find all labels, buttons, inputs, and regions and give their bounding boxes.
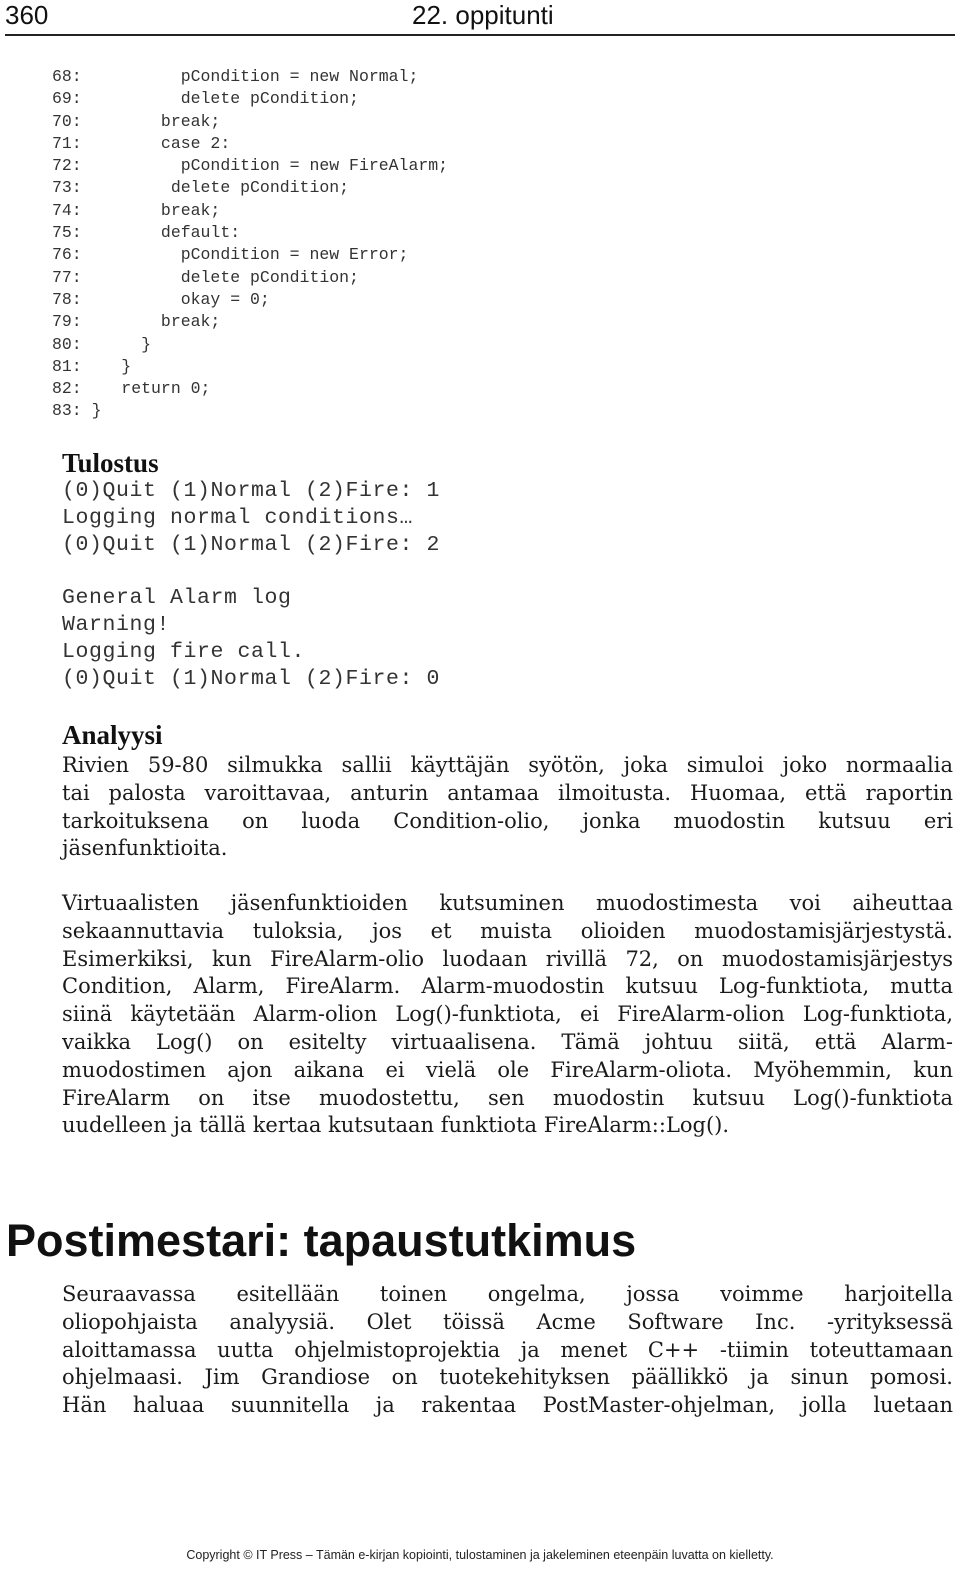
paragraph-line: tai palosta varoittavaa, anturin antamaa ilmoitusta. Huomaa, että raportin (62, 780, 953, 805)
paragraph-line: uudelleen ja tällä kertaa kutsutaan funktiota FireAlarm::Log(). (62, 1113, 730, 1138)
code-line: 80: } (52, 334, 152, 354)
code-line: 82: return 0; (52, 379, 211, 399)
paragraph-line: vaikka Log() on esitelty virtuaalisena. Tämä johtuu siitä, että Alarm- (62, 1029, 953, 1054)
paragraph-line: muodostimen ajon aikana ei vielä ole FireAlarm-oliota. Myöhemmin, kun (62, 1057, 953, 1082)
output-line: Logging normal conditions… (62, 505, 414, 530)
output-line: (0)Quit (1)Normal (2)Fire: 2 (62, 532, 441, 557)
paragraph-line: Rivien 59-80 silmukka sallii käyttäjän syötön, joka simuloi joko normaalia (62, 753, 953, 777)
case-study-heading: Postimestari: tapaustutkimus (6, 1215, 637, 1266)
paragraph-line: Hän haluaa suunnitella ja rakentaa PostMaster-ohjelman, jolla luetaan (62, 1393, 953, 1418)
paragraph-line: FireAlarm on itse muodostettu, sen muodostin kutsuu Log()-funktiota (62, 1085, 953, 1110)
paragraph-line: tarkoituksena on luoda Condition-olio, jonka muodostin kutsuu eri (62, 808, 953, 833)
paragraph-line: sekaannuttavia tuloksia, jos et muista olioiden muodostamisjärjestystä. (62, 918, 953, 943)
page-number: 360 (5, 0, 49, 30)
paragraph-line: aloittamassa uutta ohjelmistoprojektia ja menet C++ -tiimin toteuttamaan (62, 1337, 953, 1362)
paragraph-line: siinä käytetään Alarm-olion Log()-funktiota, ei FireAlarm-olion Log-funktiota, (62, 1002, 953, 1027)
output-line: (0)Quit (1)Normal (2)Fire: 1 (62, 479, 441, 503)
case-study-paragraph (62, 1281, 953, 1420)
code-line: 79: break; (52, 312, 221, 332)
code-line: 74: break; (52, 200, 221, 220)
output-heading: Tulostus (62, 448, 159, 478)
output-line: Logging fire call. (62, 639, 306, 664)
header-rule (5, 34, 955, 36)
paragraph-line: Esimerkiksi, kun FireAlarm-olio luodaan rivillä 72, on muodostamisjärjestys (62, 946, 953, 971)
code-line: 81: } (52, 356, 132, 376)
code-line: 71: case 2: (52, 133, 231, 153)
code-line: 69: delete pCondition; (52, 89, 359, 109)
analysis-paragraph-2 (62, 890, 953, 1140)
code-line: 76: pCondition = new Error; (52, 245, 409, 265)
code-listing (52, 66, 448, 423)
code-line: 70: break; (52, 111, 221, 131)
output-line: Warning! (62, 612, 171, 637)
program-output (62, 478, 440, 692)
code-line: 77: delete pCondition; (52, 267, 359, 287)
paragraph-line: Seuraavassa esitellään toinen ongelma, jossa voimme harjoitella (62, 1282, 953, 1306)
output-line: General Alarm log (62, 586, 292, 611)
paragraph-line: Condition, Alarm, FireAlarm. Alarm-muodostin kutsuu Log-funktiota, mutta (62, 974, 953, 999)
paragraph-line: Virtuaalisten jäsenfunktioiden kutsuminen muodostimesta voi aiheuttaa (62, 891, 953, 915)
code-line: 83: } (52, 401, 102, 421)
analysis-paragraph-1 (62, 752, 953, 863)
output-line (62, 558, 440, 585)
output-line: (0)Quit (1)Normal (2)Fire: 0 (62, 666, 441, 691)
copyright-footer: Copyright © IT Press – Tämän e-kirjan kopiointi, tulostaminen ja jakeleminen eteenpäin luvatta on kielletty. (186, 1548, 774, 1562)
paragraph-line: ohjelmaasi. Jim Grandiose on tuotekehityksen päällikkö ja sinun pomosi. (62, 1365, 953, 1390)
paragraph-line: jäsenfunktioita. (62, 836, 228, 861)
paragraph-line: oliopohjaista analyysiä. Olet töissä Acme Software Inc. -yrityksessä (62, 1309, 953, 1334)
running-head: 22. oppitunti (412, 0, 554, 30)
code-line: 78: okay = 0; (52, 289, 270, 309)
code-line: 75: default: (52, 223, 241, 243)
code-line: 72: pCondition = new FireAlarm; (52, 156, 449, 176)
code-line: 73: delete pCondition; (52, 178, 350, 198)
code-line: 68: pCondition = new Normal; (52, 67, 419, 86)
analysis-heading: Analyysi (62, 720, 163, 750)
